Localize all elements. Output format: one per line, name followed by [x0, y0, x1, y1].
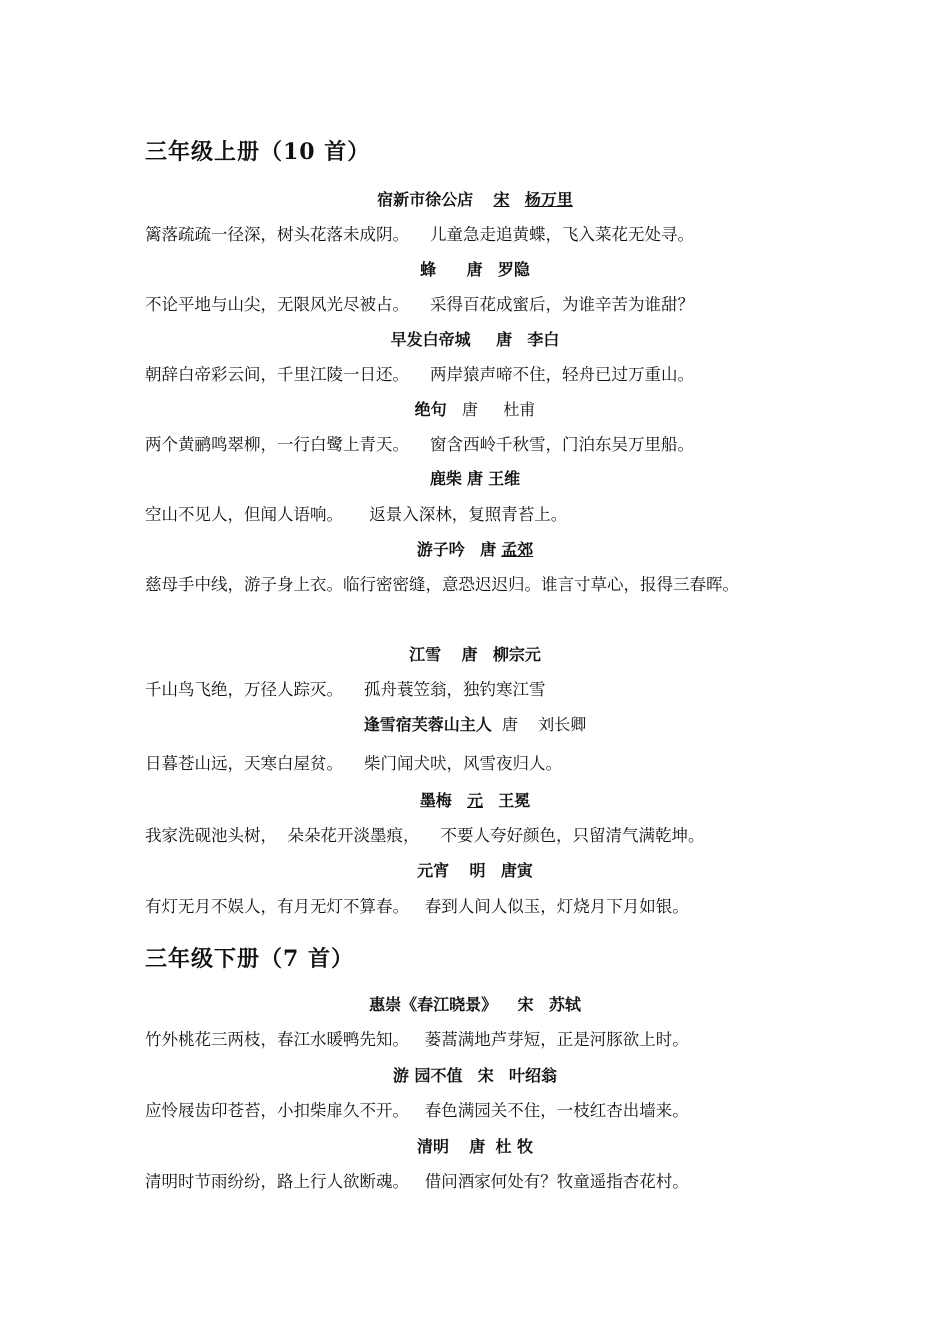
- poem-author: 罗隐: [497, 260, 530, 279]
- poem-text: 千山鸟飞绝，万径人踪灭。 孤舟蓑笠翁，独钓寒江雪: [145, 680, 546, 699]
- poem-title: 宿新市徐公店: [377, 190, 474, 209]
- poem-text: 清明时节雨纷纷，路上行人欲断魂。 借问酒家何处有？牧童遥指杏花村。: [145, 1172, 689, 1191]
- poem-author: 杜甫: [503, 400, 536, 419]
- poem-dynasty: 唐: [501, 715, 518, 734]
- poem-title-line: [145, 1137, 805, 1157]
- poem-text: 竹外桃花三两枝，春江水暖鸭先知。 蒌蒿满地芦芽短，正是河豚欲上时。: [145, 1030, 689, 1049]
- poem-text: 空山不见人，但闻人语响。 返景入深林，复照青苔上。: [145, 505, 568, 524]
- poem-title-line: [145, 190, 805, 210]
- poem-title-line: [145, 469, 805, 489]
- poem-author: 唐寅: [500, 861, 533, 880]
- poem-title: 游 园不值: [392, 1066, 463, 1085]
- poem-author: 叶绍翁: [509, 1066, 558, 1085]
- poem-title: 江雪: [409, 645, 442, 664]
- poem-author: 苏轼: [548, 995, 581, 1014]
- poem-title-line: [145, 995, 805, 1015]
- poem-title: 元宵: [417, 861, 450, 880]
- poem-dynasty: 宋: [477, 1066, 494, 1085]
- poem-dynasty: 唐: [469, 1137, 486, 1156]
- poem-text: 我家洗砚池头树， 朵朵花开淡墨痕， 不要人夸好颜色，只留清气满乾坤。: [145, 826, 705, 845]
- poem-text: 日暮苍山远，天寒白屋贫。 柴门闻犬吠，风雪夜归人。: [145, 754, 562, 773]
- poem-text: 两个黄鹂鸣翠柳，一行白鹭上青天。 窗含西岭千秋雪，门泊东吴万里船。: [145, 435, 694, 454]
- poem-author: 杨万里: [524, 190, 573, 209]
- poem-title: 游子吟: [416, 540, 465, 559]
- section-heading-grade3-vol1: 三年级上册（10 首）: [145, 139, 371, 165]
- poem-dynasty: 宋: [493, 190, 510, 209]
- poem-title-line: [145, 645, 805, 665]
- poem-title-line: [145, 540, 805, 560]
- poem-title: 蜂: [420, 260, 437, 279]
- poem-title: 惠崇《春江晓景》: [369, 995, 498, 1014]
- poem-dynasty: 唐: [466, 260, 483, 279]
- poem-title-line: [145, 260, 805, 280]
- poem-dynasty: 唐: [461, 645, 478, 664]
- poem-dynasty: 唐: [496, 330, 513, 349]
- poem-author: 柳宗元: [492, 645, 541, 664]
- poem-dynasty: 明: [469, 861, 486, 880]
- poem-title-line: [145, 715, 805, 735]
- poem-dynasty: 元: [466, 791, 483, 810]
- poem-dynasty: 唐: [466, 469, 483, 488]
- poem-title-line: [145, 330, 805, 350]
- poem-title: 逢雪宿芙蓉山主人: [363, 715, 492, 734]
- poem-title-line: [145, 791, 805, 811]
- poem-author: 孟郊: [501, 540, 534, 559]
- poem-title-line: [145, 861, 805, 881]
- poem-author: 杜 牧: [495, 1137, 534, 1156]
- poem-author: 王维: [488, 469, 521, 488]
- poem-text: 篱落疏疏一径深，树头花落未成阴。 儿童急走追黄蝶，飞入菜花无处寻。: [145, 225, 694, 244]
- section-heading-grade3-vol2: 三年级下册（7 首）: [145, 946, 354, 972]
- poem-text: 慈母手中线，游子身上衣。临行密密缝，意恐迟迟归。谁言寸草心，报得三春晖。: [145, 575, 739, 594]
- poem-dynasty: 唐: [480, 540, 497, 559]
- poem-title: 鹿柴: [429, 469, 462, 488]
- poem-dynasty: 唐: [461, 400, 478, 419]
- poem-title: 绝句: [414, 400, 447, 419]
- poem-title-line: [145, 1066, 805, 1086]
- poem-text: 朝辞白帝彩云间，千里江陵一日还。 两岸猿声啼不住，轻舟已过万重山。: [145, 365, 694, 384]
- poem-title: 早发白帝城: [390, 330, 471, 349]
- poem-title: 墨梅: [419, 791, 452, 810]
- poem-author: 刘长卿: [538, 715, 587, 734]
- poem-text: 应怜屐齿印苍苔，小扣柴扉久不开。 春色满园关不住，一枝红杏出墙来。: [145, 1101, 689, 1120]
- poem-text: 有灯无月不娱人，有月无灯不算春。 春到人间人似玉，灯烧月下月如银。: [145, 897, 689, 916]
- poem-author: 李白: [527, 330, 560, 349]
- poem-dynasty: 宋: [517, 995, 534, 1014]
- poem-title: 清明: [416, 1137, 449, 1156]
- poem-author: 王冕: [498, 791, 531, 810]
- poem-title-line: [145, 400, 805, 420]
- poem-text: 不论平地与山尖，无限风光尽被占。 采得百花成蜜后，为谁辛苦为谁甜？: [145, 295, 694, 314]
